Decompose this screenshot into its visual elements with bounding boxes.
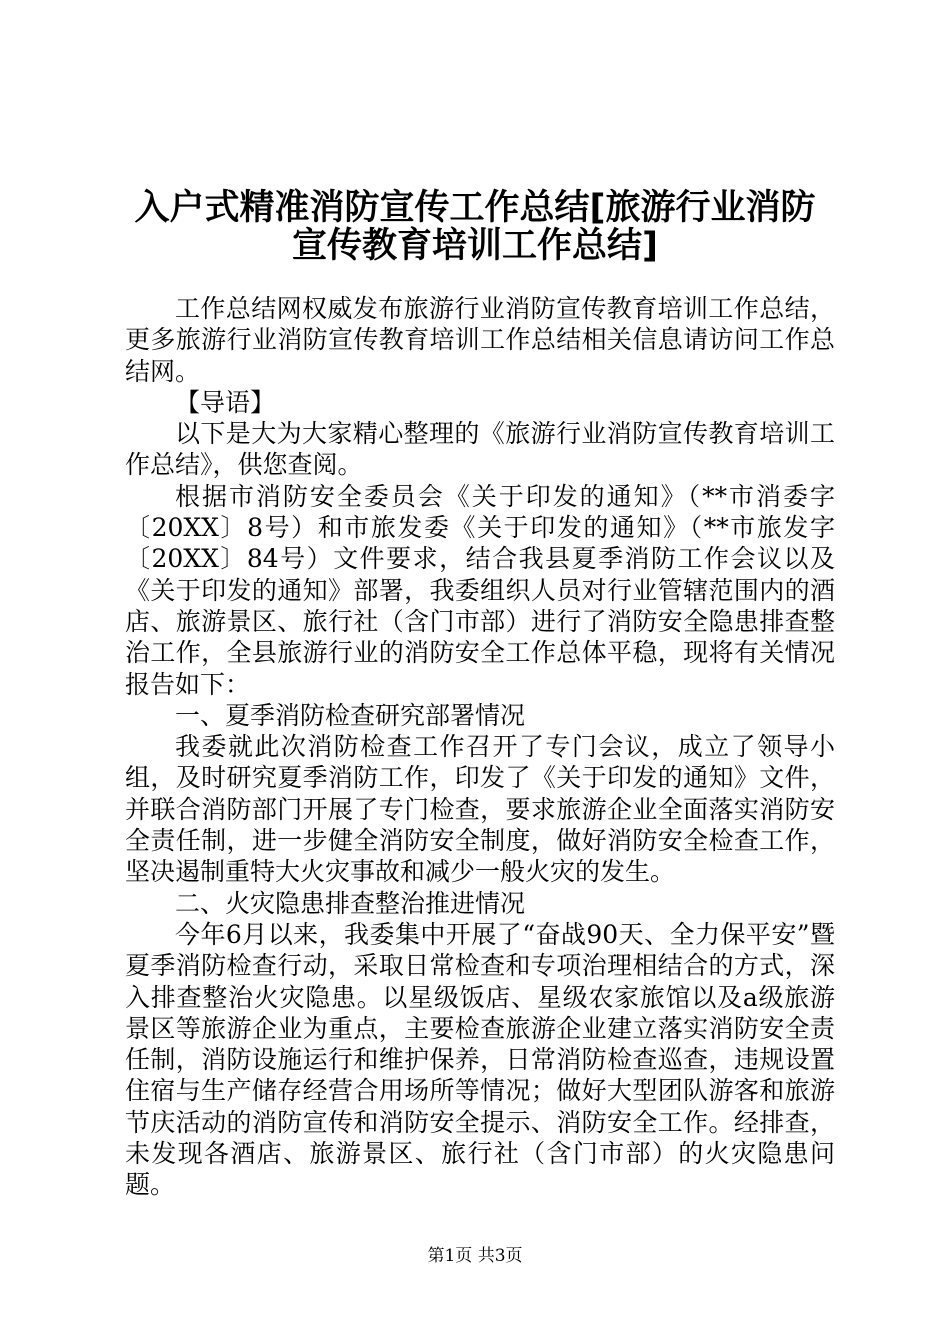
lead-label: 【导语】 bbox=[175, 387, 276, 417]
lead-paragraph: 以下是大为大家精心整理的《旅游行业消防宣传教育培训工作总结》，供您查阅。 bbox=[125, 419, 835, 480]
document-title-line-1: 入户式精准消防宣传工作总结[旅游行业消防 bbox=[134, 188, 816, 228]
page-number-footer: 第1页 共3页 bbox=[427, 1246, 523, 1266]
section-heading-1: 一、夏季消防检查研究部署情况 bbox=[175, 700, 526, 730]
background-paragraph: 根据市消防安全委员会《关于印发的通知》（**市消委字〔20XX〕8号）和市旅发委《关于印发的通知》（**市旅发字〔20XX〕84号）文件要求，结合我县夏季消防工作会议以及《关于印发的通知》部署，我委组织人员对行业管辖范围内的酒店、旅游景区、旅行社（含门市部）进行了消防安全隐患排查整治工作，全县旅游行业的消防安全工作总体平稳，现将有关情况报告如下： bbox=[125, 481, 835, 699]
section-1-paragraph: 我委就此次消防检查工作召开了专门会议，成立了领导小组，及时研究夏季消防工作，印发了《关于印发的通知》文件，并联合消防部门开展了专门检查，要求旅游企业全面落实消防安全责任制，进一步健全消防安全制度，做好消防安全检查工作，坚决遏制重特大火灾事故和减少一般火灾的发生。 bbox=[125, 732, 835, 887]
document-title-line-2: 宣传教育培训工作总结] bbox=[292, 226, 658, 266]
section-2-paragraph: 今年6月以来，我委集中开展了“奋战90天、全力保平安”暨夏季消防检查行动，采取日常检查和专项治理相结合的方式，深入排查整治火灾隐患。以星级饭店、星级农家旅馆以及a级旅游景区等旅游企业为重点，主要检查旅游企业建立落实消防安全责任制，消防设施运行和维护保养，日常消防检查巡查，违规设置住宿与生产储存经营合用场所等情况；做好大型团队游客和旅游节庆活动的消防宣传和消防安全提示、消防安全工作。经排查，未发现各酒店、旅游景区、旅行社（含门市部）的火灾隐患问题。 bbox=[125, 919, 835, 1200]
intro-paragraph: 工作总结网权威发布旅游行业消防宣传教育培训工作总结，更多旅游行业消防宣传教育培训工作总结相关信息请访问工作总结网。 bbox=[125, 294, 835, 386]
document-body bbox=[125, 293, 835, 1201]
section-heading-2: 二、火灾隐患排查整治推进情况 bbox=[175, 888, 526, 918]
